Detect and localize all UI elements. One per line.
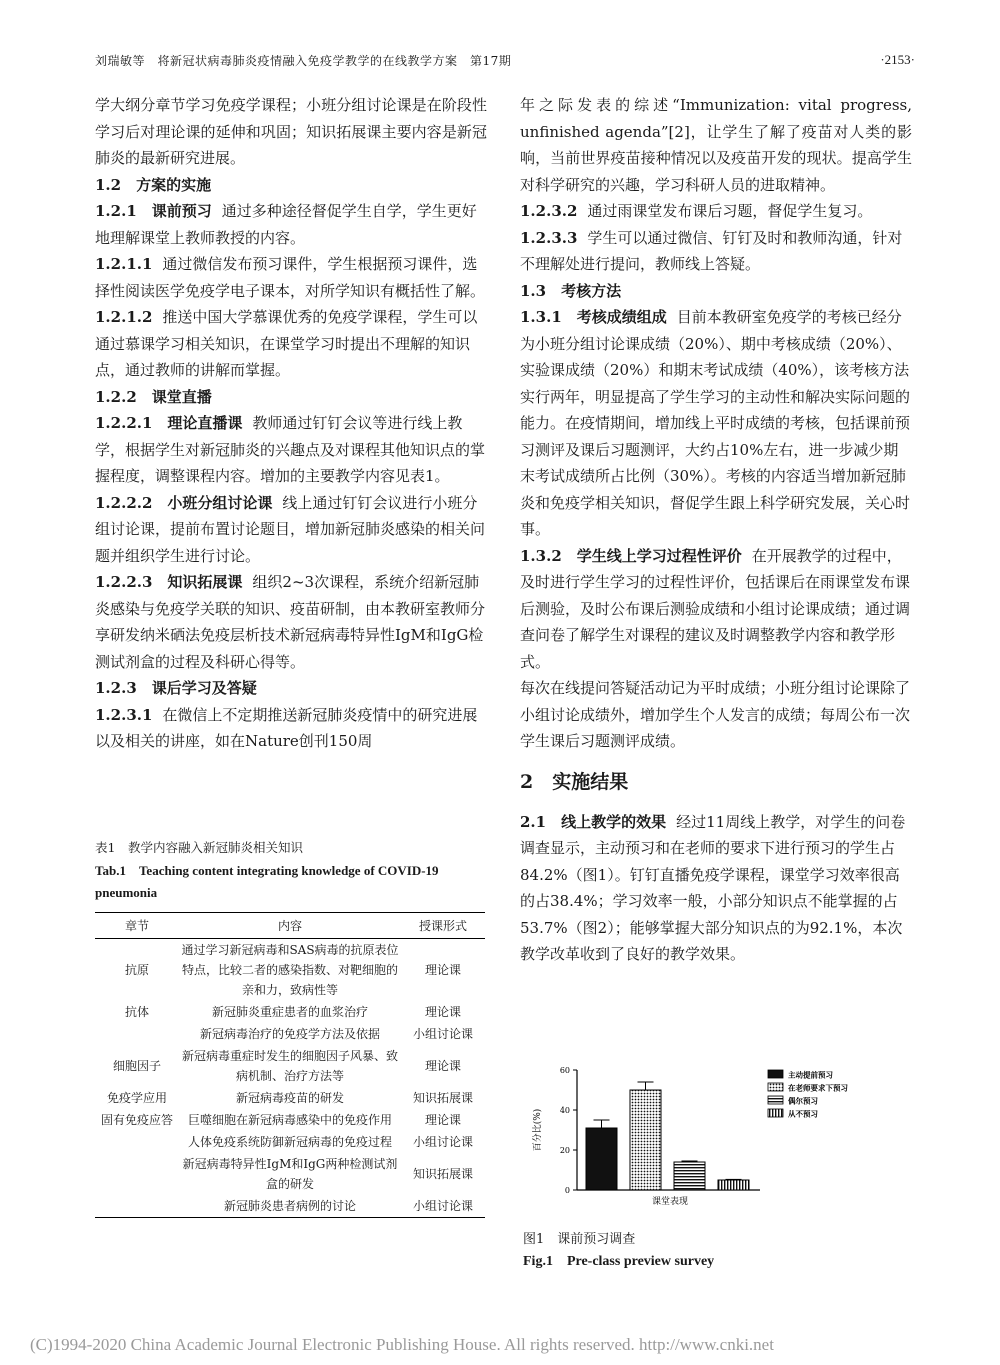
subsection-lead: 1.2.3.3 bbox=[520, 228, 578, 247]
paragraph: 学大纲分章节学习免疫学课程；小班分组讨论课是在阶段性学习后对理论课的延伸和巩固；知识拓展课主要内容是新冠肺炎的最新研究进展。 bbox=[95, 96, 487, 167]
legend-swatch bbox=[768, 1083, 783, 1091]
legend-label: 从不预习 bbox=[788, 1109, 818, 1119]
column-header: 章节 bbox=[95, 913, 179, 939]
subsection-text: 在开展教学的过程中，及时进行学生学习的过程性评价，包括课后在雨课堂发布课后测验，及时公布课后测验成绩和小组讨论课成绩；通过调查问卷了解学生对课程的建议及时调整教学内容和教学形式。 bbox=[520, 546, 911, 671]
form-cell: 理论课 bbox=[424, 1059, 461, 1073]
subsection bbox=[520, 543, 912, 676]
subsection bbox=[95, 304, 487, 384]
y-axis-label: 百分比(%) bbox=[533, 1108, 543, 1152]
subsection-text: 教师通过钉钉会议等进行线上教学，根据学生对新冠肺炎的兴趣点及对课程其他知识点的掌握程度，调整课程内容。增加的主要教学内容见表1。 bbox=[95, 414, 486, 485]
subsection-text: 在微信上不定期推送新冠肺炎疫情中的研究进展以及相关的讲座，如在Nature创刊150周 bbox=[95, 705, 478, 750]
legend-label: 主动提前预习 bbox=[788, 1070, 833, 1080]
content-cell: 新冠病毒特异性IgM和IgG两种检测试剂盒的研发 bbox=[182, 1157, 398, 1191]
form-cell: 小组讨论课 bbox=[412, 1027, 473, 1041]
running-title: 刘瑞敏等 将新冠状病毒肺炎疫情融入免疫学教学的在线教学方案 第17期 bbox=[95, 54, 512, 68]
form-cell: 理论课 bbox=[424, 1113, 461, 1127]
subsection bbox=[95, 490, 487, 570]
subsection-lead: 2.1 线上教学的效果 bbox=[520, 812, 667, 831]
subsection-text: 经过11周线上教学，对学生的问卷调查显示，主动预习和在老师的要求下进行预习的学生占84.2%（图1）。钉钉直播免疫学课程，课堂学习效率很高的占38.4%；学习效率一般，小部分知识点不能掌握的占53.7%（图2）；能够掌握大部分知识点的为92.1%，本次教学改革收到了良好的教学效果。 bbox=[520, 812, 906, 963]
page-number: ·2153· bbox=[880, 52, 915, 67]
column-header: 授课形式 bbox=[401, 913, 485, 939]
table-row bbox=[95, 1087, 485, 1109]
section-heading: 1.2.2 课堂直播 bbox=[95, 387, 212, 406]
subsection bbox=[95, 702, 487, 755]
content-cell: 新冠病毒疫苗的研发 bbox=[235, 1091, 344, 1105]
table-row bbox=[95, 1195, 485, 1218]
form-cell: 小组讨论课 bbox=[401, 1195, 485, 1218]
subsection bbox=[95, 410, 487, 490]
y-tick-label: 20 bbox=[559, 1146, 570, 1155]
content-cell: 新冠肺炎患者病例的讨论 bbox=[179, 1195, 401, 1218]
figure-caption-en: Fig.1 Pre-class preview survey bbox=[523, 1254, 715, 1269]
legend-swatch bbox=[768, 1096, 783, 1104]
subsection-text: 通过雨课堂发布课后习题，督促学生复习。 bbox=[587, 202, 873, 220]
subsection-text: 通过微信发布预习课件，学生根据预习课件，选择性阅读医学免疫学电子课本，对所学知识有概括性了解。 bbox=[95, 255, 486, 300]
right-column bbox=[520, 92, 912, 968]
chapter-cell bbox=[95, 1195, 179, 1218]
y-tick-label: 0 bbox=[564, 1186, 570, 1195]
content-cell: 通过学习新冠病毒和SAS病毒的抗原表位特点，比较二者的感染指数、对靶细胞的亲和力，致病性等 bbox=[181, 943, 399, 997]
paragraph: 年之际发表的综述“Immunization: vital progress, unfinished agenda”[2]，让学生了解了疫苗对人类的影响，当前世界疫苗接种情况以及疫苗开发的现状。提高学生对科学研究的兴趣，学习科研人员的进取精神。 bbox=[520, 96, 912, 194]
subsection-lead: 1.3.1 考核成绩组成 bbox=[520, 308, 667, 326]
subsection bbox=[520, 809, 912, 968]
chapter-cell: 免疫学应用 bbox=[106, 1091, 167, 1105]
subsection-text: 通过多种途径督促学生自学，学生更好地理解课堂上教师教授的内容。 bbox=[95, 202, 477, 247]
subsection bbox=[520, 198, 912, 225]
running-header bbox=[95, 52, 915, 72]
subsection-lead: 1.2.2.2 小班分组讨论课 bbox=[95, 493, 273, 512]
chapter-cell: 抗原 bbox=[124, 963, 149, 977]
subsection-lead: 1.2.1 课前预习 bbox=[95, 202, 212, 220]
y-tick-label: 40 bbox=[559, 1106, 570, 1115]
content-cell: 新冠病毒重症时发生的细胞因子风暴、致病机制、治疗方法等 bbox=[181, 1049, 398, 1083]
table-row bbox=[95, 1153, 485, 1195]
subsection-text: 目前本教研室免疫学的考核已经分为小班分组讨论课成绩（20%）、期中考核成绩（20%）、实验课成绩（20%）和期末考试成绩（40%），该考核方法实行两年，明显提高了学生学习的主动性和解决实际问题的能力。在疫情期间，增加线上平时成绩的考核，包括课前预习测评及课后习题测评，大约占10%左右，进一步减少期末考试成绩所占比例（30%）。考核的内容适当增加新冠肺炎和免疫学相关知识，督促学生跟上科学研究发展，关心时事。 bbox=[520, 308, 911, 538]
subsection-lead: 1.2.3.1 bbox=[95, 705, 153, 724]
chapter-cell: 抗体 bbox=[124, 1005, 149, 1019]
section-heading: 2 实施结果 bbox=[520, 770, 629, 793]
chapter-cell bbox=[95, 1153, 179, 1195]
form-cell: 知识拓展课 bbox=[412, 1167, 473, 1181]
paragraph: 每次在线提问答疑活动记为平时成绩；小班分组讨论课除了小组讨论成绩外，增加学生个人发言的成绩；每周公布一次学生课后习题测评成绩。 bbox=[520, 679, 911, 750]
form-cell: 知识拓展课 bbox=[412, 1091, 473, 1105]
legend-label: 在老师要求下预习 bbox=[788, 1083, 848, 1093]
form-cell: 小组讨论课 bbox=[412, 1135, 473, 1149]
table-row bbox=[95, 1001, 485, 1023]
table-caption-en: Tab.1 Teaching content integrating knowledge of COVID-19 pneumonia bbox=[95, 863, 439, 900]
chapter-cell: 细胞因子 bbox=[112, 1059, 161, 1073]
table-caption-cn: 表1 教学内容融入新冠肺炎相关知识 bbox=[95, 840, 303, 855]
subsection-text: 学生可以通过微信、钉钉及时和教师沟通，针对不理解处进行提问，教师线上答疑。 bbox=[520, 228, 903, 273]
content-cell: 新冠肺炎重症患者的血浆治疗 bbox=[211, 1005, 368, 1019]
subsection-lead: 1.2.3.2 bbox=[520, 202, 578, 220]
subsection-lead: 1.2.2.1 理论直播课 bbox=[95, 414, 243, 432]
x-axis-label: 课堂表现 bbox=[651, 1197, 689, 1207]
table-row bbox=[95, 1045, 485, 1087]
subsection bbox=[520, 304, 912, 543]
preview-survey-chart bbox=[520, 1062, 920, 1222]
bar bbox=[718, 1180, 749, 1190]
legend-swatch bbox=[768, 1070, 783, 1078]
table-row bbox=[95, 1109, 485, 1131]
subsection-lead: 1.2.1.2 bbox=[95, 308, 153, 326]
subsection-text: 线上通过钉钉会议进行小班分组讨论课，提前布置讨论题目，增加新冠肺炎感染的相关问题并组织学生进行讨论。 bbox=[95, 493, 486, 565]
y-tick-label: 60 bbox=[559, 1066, 570, 1075]
subsection bbox=[95, 251, 487, 304]
chapter-cell bbox=[95, 1023, 179, 1045]
column-header: 内容 bbox=[179, 913, 401, 939]
teaching-content-table bbox=[95, 912, 485, 1218]
table-row bbox=[95, 939, 485, 1002]
bar bbox=[630, 1090, 661, 1190]
subsection-text: 推送中国大学慕课优秀的免疫学课程，学生可以通过慕课学习相关知识，在课堂学习时提出不理解的知识点，通过教师的讲解而掌握。 bbox=[95, 308, 478, 379]
form-cell: 理论课 bbox=[424, 963, 461, 977]
subsection-lead: 1.2.2.3 知识拓展课 bbox=[95, 573, 243, 591]
legend-label: 偶尔预习 bbox=[788, 1096, 818, 1106]
subsection-lead: 1.2.1.1 bbox=[95, 255, 153, 273]
left-column bbox=[95, 92, 487, 755]
table-row bbox=[95, 1131, 485, 1153]
legend-swatch bbox=[768, 1109, 783, 1117]
section-heading: 1.3 考核方法 bbox=[520, 281, 622, 300]
bar bbox=[586, 1128, 617, 1190]
table-row bbox=[95, 1023, 485, 1045]
subsection bbox=[520, 225, 912, 278]
content-cell: 人体免疫系统防御新冠病毒的免疫过程 bbox=[187, 1135, 392, 1149]
chapter-cell bbox=[95, 1131, 179, 1153]
section-heading: 1.2.3 课后学习及答疑 bbox=[95, 679, 257, 697]
content-cell: 新冠病毒治疗的免疫学方法及依据 bbox=[199, 1027, 380, 1041]
bar bbox=[674, 1162, 705, 1190]
subsection bbox=[95, 198, 487, 251]
section-heading: 1.2 方案的实施 bbox=[95, 175, 212, 194]
chapter-cell: 固有免疫应答 bbox=[100, 1113, 173, 1127]
copyright-footer: (C)1994-2020 China Academic Journal Electronic Publishing House. All rights reserved. http://www.cnki.net bbox=[30, 1335, 774, 1354]
content-cell: 巨噬细胞在新冠病毒感染中的免疫作用 bbox=[187, 1113, 392, 1127]
subsection bbox=[95, 569, 487, 675]
form-cell: 理论课 bbox=[424, 1005, 461, 1019]
subsection-lead: 1.3.2 学生线上学习过程性评价 bbox=[520, 546, 742, 565]
subsection-text: 组织2~3次课程，系统介绍新冠肺炎感染与免疫学关联的知识、疫苗研制，由本教研室教师分享研发纳米硒法免疫层析技术新冠病毒特异性IgM和IgG检测试剂盒的过程及科研心得等。 bbox=[95, 573, 486, 671]
table-header-row bbox=[95, 913, 485, 939]
figure-caption-cn: 图1 课前预习调查 bbox=[523, 1232, 636, 1247]
